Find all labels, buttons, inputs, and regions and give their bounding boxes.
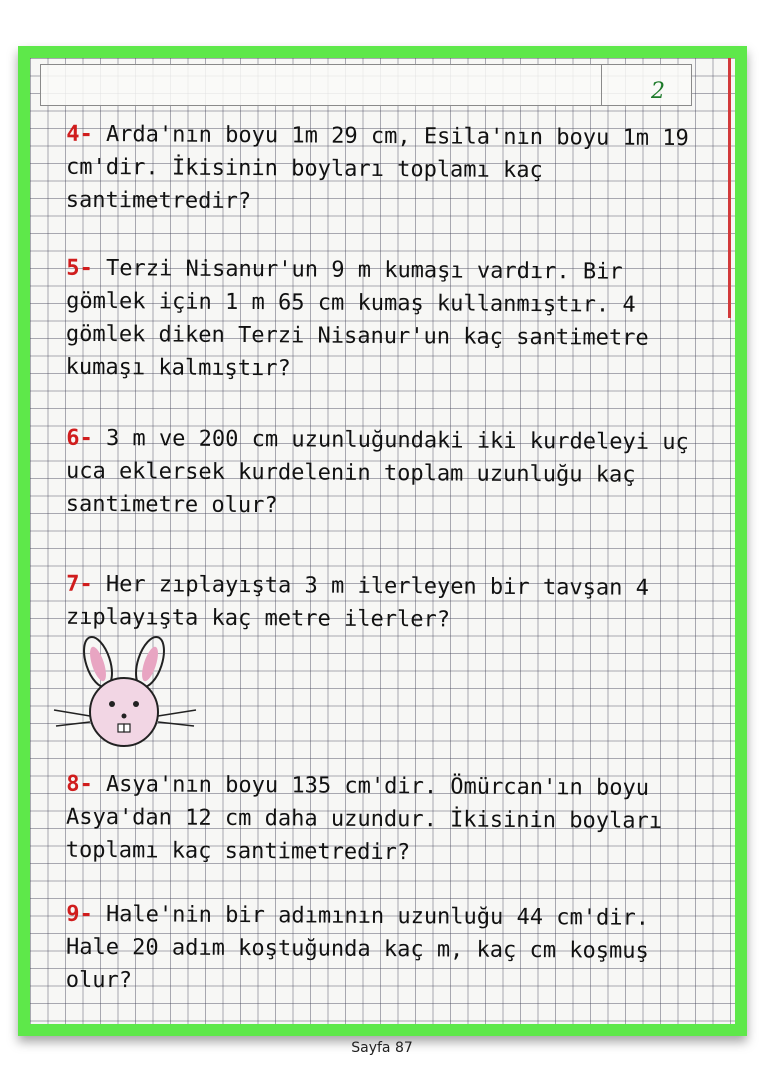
page-number: 2 <box>651 79 665 104</box>
question-number: 4- <box>66 121 93 147</box>
question-8 <box>66 768 707 871</box>
question-5 <box>66 252 707 388</box>
question-text: Terzi Nisanur'un 9 m kumaşı vardır. Bir gömlek için 1 m 65 cm kumaş kullanmıştır. 4 gömlek diken Terzi Nisanur'un kaç santimetre kumaşı kalmıştır? <box>65 256 663 382</box>
question-number: 9- <box>66 901 93 927</box>
header-divider <box>601 65 602 105</box>
question-6 <box>66 422 707 525</box>
header-band <box>40 64 692 106</box>
question-9 <box>66 898 707 1001</box>
question-text: Her zıplayışta 3 m ilerleyen bir tavşan 4 zıplayışta kaç metre ilerler? <box>65 572 663 633</box>
rabbit-drawing-icon <box>50 634 200 754</box>
question-7 <box>66 568 706 638</box>
question-number: 5- <box>66 255 93 281</box>
question-number: 6- <box>66 425 93 451</box>
question-text: Arda'nın boyu 1m 29 cm, Esila'nın boyu 1m 19 cm'dir. İkisinin boyları toplamı kaç santimetredir? <box>65 122 703 215</box>
question-4 <box>66 118 707 221</box>
grid-paper <box>30 58 735 1024</box>
question-number: 7- <box>66 571 93 597</box>
question-text: 3 m ve 200 cm uzunluğundaki iki kurdeleyi uç uca eklersek kurdelenin toplam uzunluğu kaç santimetre olur? <box>65 426 703 519</box>
red-margin-line <box>728 58 731 318</box>
question-number: 8- <box>66 771 93 797</box>
page-frame <box>18 46 747 1036</box>
page-footer: Sayfa 87 <box>351 1040 413 1056</box>
question-text: Hale'nin bir adımının uzunluğu 44 cm'dir. Hale 20 adım koştuğunda kaç m, kaç cm koşmuş olur? <box>65 902 663 994</box>
question-text: Asya'nın boyu 135 cm'dir. Ömürcan'ın boyu Asya'dan 12 cm daha uzundur. İkisinin boyları toplamı kaç santimetredir? <box>65 772 676 866</box>
